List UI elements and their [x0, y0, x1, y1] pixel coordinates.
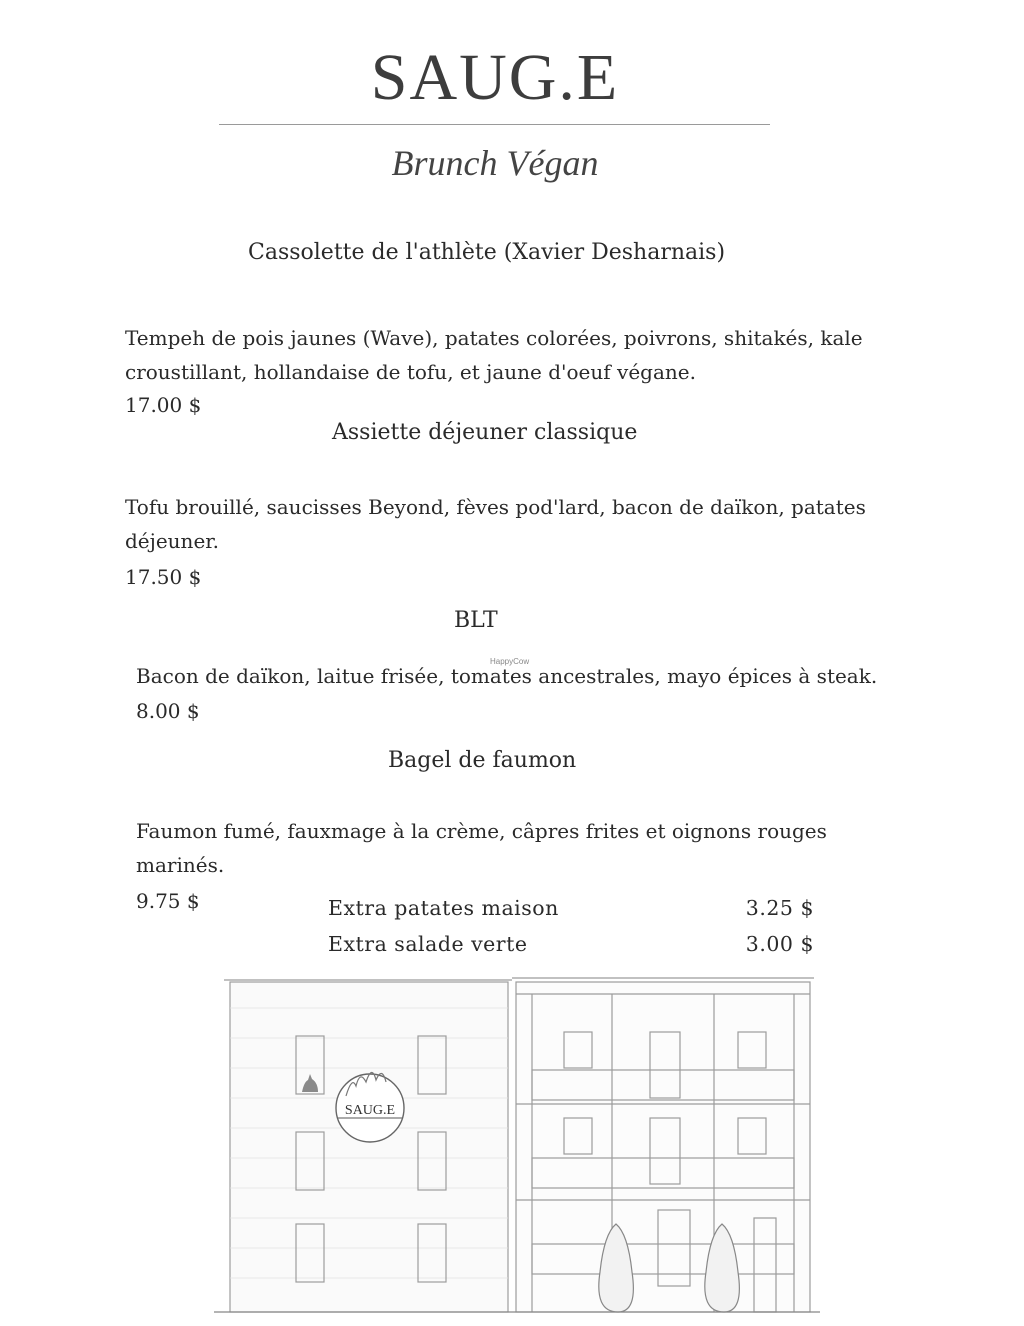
description-line: déjeuner.	[125, 529, 219, 553]
dish-title: Assiette déjeuner classique	[332, 420, 638, 445]
description-line: Faumon fumé, fauxmage à la crème, câpres frites et oignons rouges	[136, 819, 827, 843]
sign-text: SAUG.E	[344, 1103, 396, 1118]
building-illustration	[214, 968, 820, 1322]
extra-price: 3.25 $	[745, 896, 814, 920]
description-line: Bacon de daïkon, laitue frisée, tomates ancestrales, mayo épices à steak.	[136, 664, 878, 688]
dish-price: 17.00 $	[125, 393, 202, 417]
dish-price: 9.75 $	[136, 889, 200, 913]
dish-price: 8.00 $	[136, 699, 200, 723]
watermark: HappyCow	[490, 657, 530, 666]
description-line: marinés.	[136, 853, 225, 877]
dish-description	[125, 321, 985, 389]
dish-description	[136, 659, 1006, 693]
dish-price: 17.50 $	[125, 565, 202, 589]
extra-price: 3.00 $	[745, 932, 814, 956]
description-line: croustillant, hollandaise de tofu, et jaune d'oeuf végane.	[125, 360, 696, 384]
dish-description	[136, 814, 996, 882]
dish-title: BLT	[454, 608, 498, 633]
brick-building	[230, 982, 508, 1312]
restaurant-name: SAUG.E	[370, 41, 620, 114]
dish-title: Bagel de faumon	[388, 748, 577, 773]
description-line: Tempeh de pois jaunes (Wave), patates colorées, poivrons, shitakés, kale	[125, 326, 863, 350]
description-line: Tofu brouillé, saucisses Beyond, fèves pod'lard, bacon de daïkon, patates	[125, 495, 866, 519]
menu-subtitle: Brunch Végan	[391, 143, 599, 183]
extra-label: Extra salade verte	[328, 932, 528, 956]
dish-description	[125, 490, 985, 558]
extra-label: Extra patates maison	[328, 896, 559, 920]
dish-title: Cassolette de l'athlète (Xavier Desharnais)	[248, 240, 726, 265]
header-divider	[219, 124, 770, 125]
